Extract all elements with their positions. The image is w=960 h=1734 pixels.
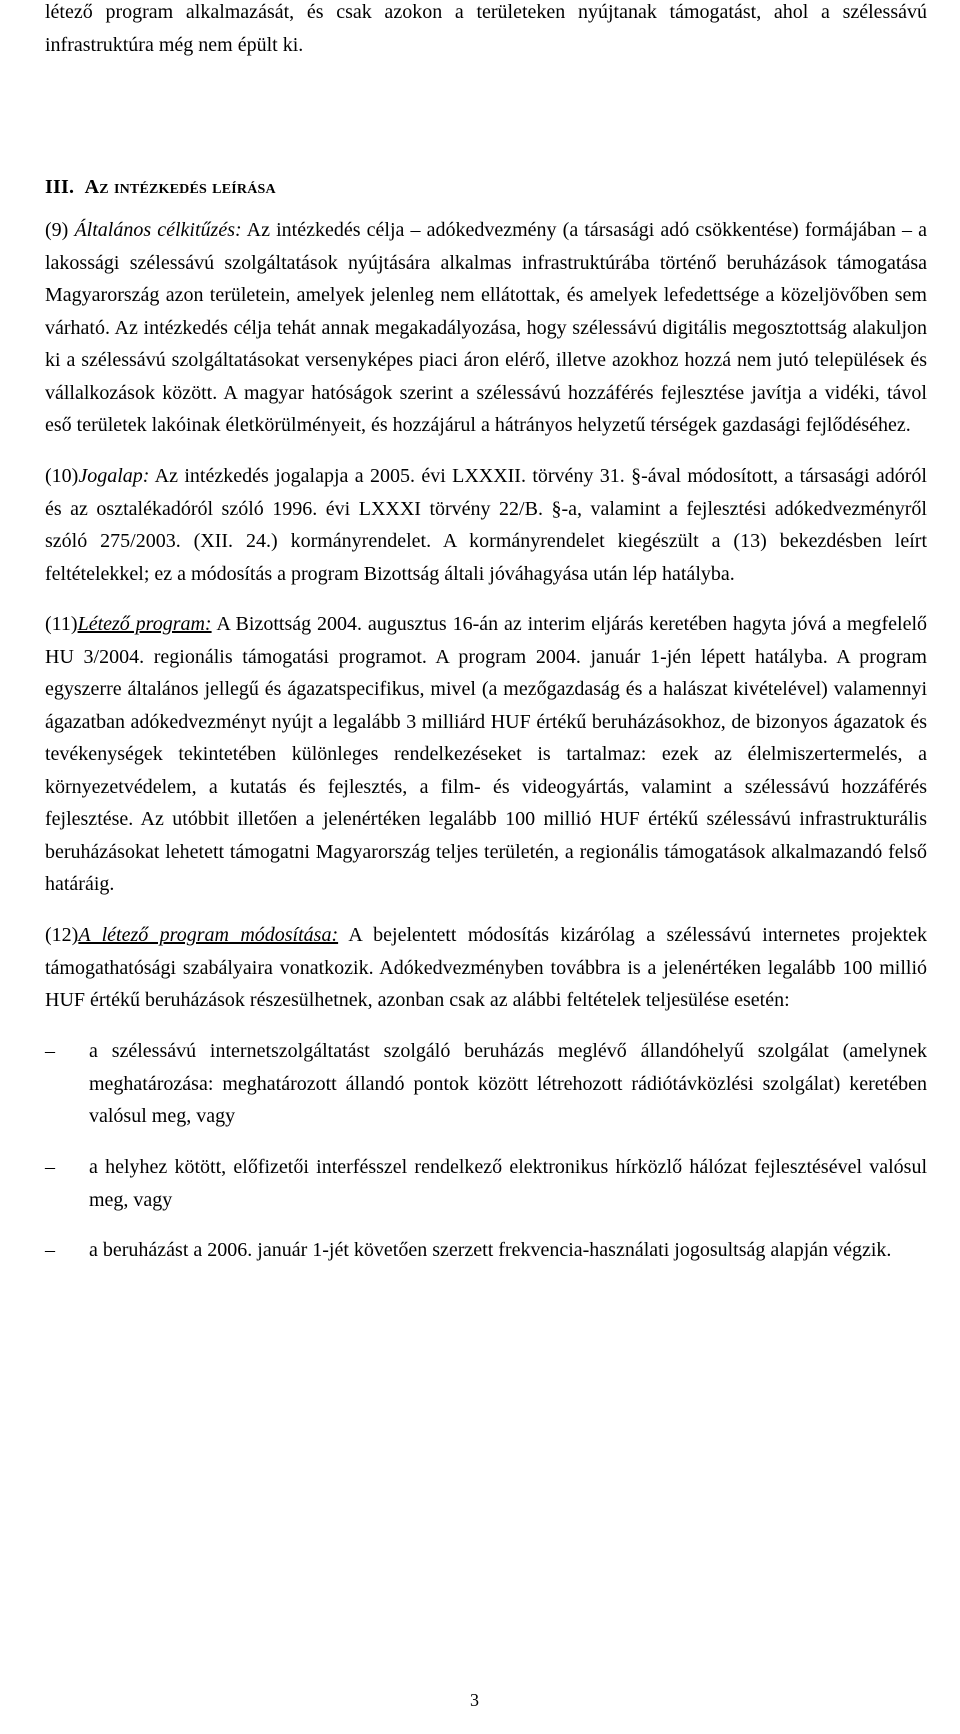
bullet-dash: – (45, 1239, 55, 1261)
list-item-text: a helyhez kötött, előfizetői interfésszel rendelkező elektronikus hírközlő hálózat fejlesztésével valósul meg, vagy (89, 1156, 927, 1211)
intro-paragraph: létező program alkalmazását, és csak azokon a területeken nyújtanak támogatást, ahol a szélessávú infrastruktúra még nem épült ki. (45, 1, 927, 56)
list-item-text: a szélessávú internetszolgáltatást szolgáló beruházás meglévő állandóhelyű szolgálat (amelynek meghatározása: meghatározott állandó pontok között létrehozott rádiótávközlési szolgálat) keretében valósul meg, vagy (89, 1040, 927, 1127)
paragraph-text: Az intézkedés célja – adókedvezmény (a társasági adó csökkentése) formájában – a lakossági szélessávú szolgáltatások nyújtására alkalmas infrastruktúrába történő beruházások támogatása Magyarország azon területein, amelyek jelenleg nem ellátottak, és amelyek lefedettsége a közeljövőben sem várható. Az intézkedés célja tehát annak megakadályozása, hogy szélessávú digitális megosztottság alakuljon ki a szélessávú szolgáltatásokat versenyképes piaci áron elérő, illetve azokhoz hozzá nem jutó települések és vállalkozások között. A magyar hatóságok szerint a szélessávú hozzáférés fejlesztése javítja a vidéki, távol eső területek lakóinak életkörülményeit, és hozzájárul a hátrányos helyzetű térségek gazdasági fejlődéséhez. (45, 219, 928, 436)
bullet-dash: – (45, 1040, 55, 1062)
paragraph-number: (11) (45, 613, 78, 635)
page-number: 3 (470, 1690, 479, 1710)
paragraph-12 (45, 919, 927, 1017)
section-title: Az intézkedés leírása (84, 176, 276, 198)
paragraph-text: Az intézkedés jogalapja a 2005. évi LXXXII. törvény 31. §-ával módosított, a társasági adóról és az osztalékadóról szóló 1996. évi LXXXI törvény 22/B. §-a, valamint a fejlesztési adókedvezményről szóló 275/2003. (XII. 24.) kormányrendelet. A kormányrendelet kiegészült a (13) bekezdésben leírt feltételekkel; ez a módosítás a program Bizottság általi jóváhagyása után lép hatályba. (45, 465, 927, 585)
paragraph-10 (45, 460, 927, 590)
paragraph-lead: A létező program módosítása: (78, 924, 339, 946)
paragraph-number: (10) (45, 465, 79, 487)
paragraph-text: A Bizottság 2004. augusztus 16-án az interim eljárás keretében hagyta jóvá a megfelelő HU 3/2004. regionális támogatási programot. A program 2004. január 1-jén lépett hatályba. A program egyszerre általános jellegű és ágazatspecifikus, mivel (a mezőgazdaság és a halászat kivételével) valamennyi ágazatban adókedvezményt nyújt a legalább 3 milliárd HUF értékű beruházásokhoz, de bizonyos ágazatok és tevékenységek tekintetében különleges rendelkezéseket is tartalmaz: ezek az élelmiszertermelés, a környezetvédelem, a kutatás és fejlesztés, a film- és videogyártás, valamint a szélessávú hozzáférés fejlesztése. Az utóbbit illetően a jelenértéken legalább 100 millió HUF értékű szélessávú infrastrukturális beruházásokat lehetett támogatni Magyarország teljes területén, a regionális támogatások alkalmazandó felső határáig. (45, 613, 927, 895)
bullet-dash: – (45, 1156, 55, 1178)
section-number: III. (45, 176, 75, 198)
paragraph-text: A bejelentett módosítás kizárólag a szélessávú internetes projektek támogathatósági szabályaira vonatkozik. Adókedvezményben továbbra is a jelenértéken legalább 100 millió HUF értékű beruházások részesülhetnek, azonban csak az alábbi feltételek teljesülése esetén: (45, 924, 927, 1011)
paragraph-9 (45, 214, 927, 442)
list-item-text: a beruházást a 2006. január 1-jét követően szerzett frekvencia-használati jogosultság alapján végzik. (89, 1239, 892, 1261)
section-heading (45, 176, 276, 199)
paragraph-lead: Létező program: (77, 613, 212, 635)
paragraph-number: (12) (45, 924, 79, 946)
paragraph-lead: Jogalap: (78, 465, 150, 487)
paragraph-number: (9) (45, 219, 69, 241)
paragraph-11 (45, 608, 927, 901)
paragraph-lead: Általános célkitűzés: (74, 219, 242, 241)
